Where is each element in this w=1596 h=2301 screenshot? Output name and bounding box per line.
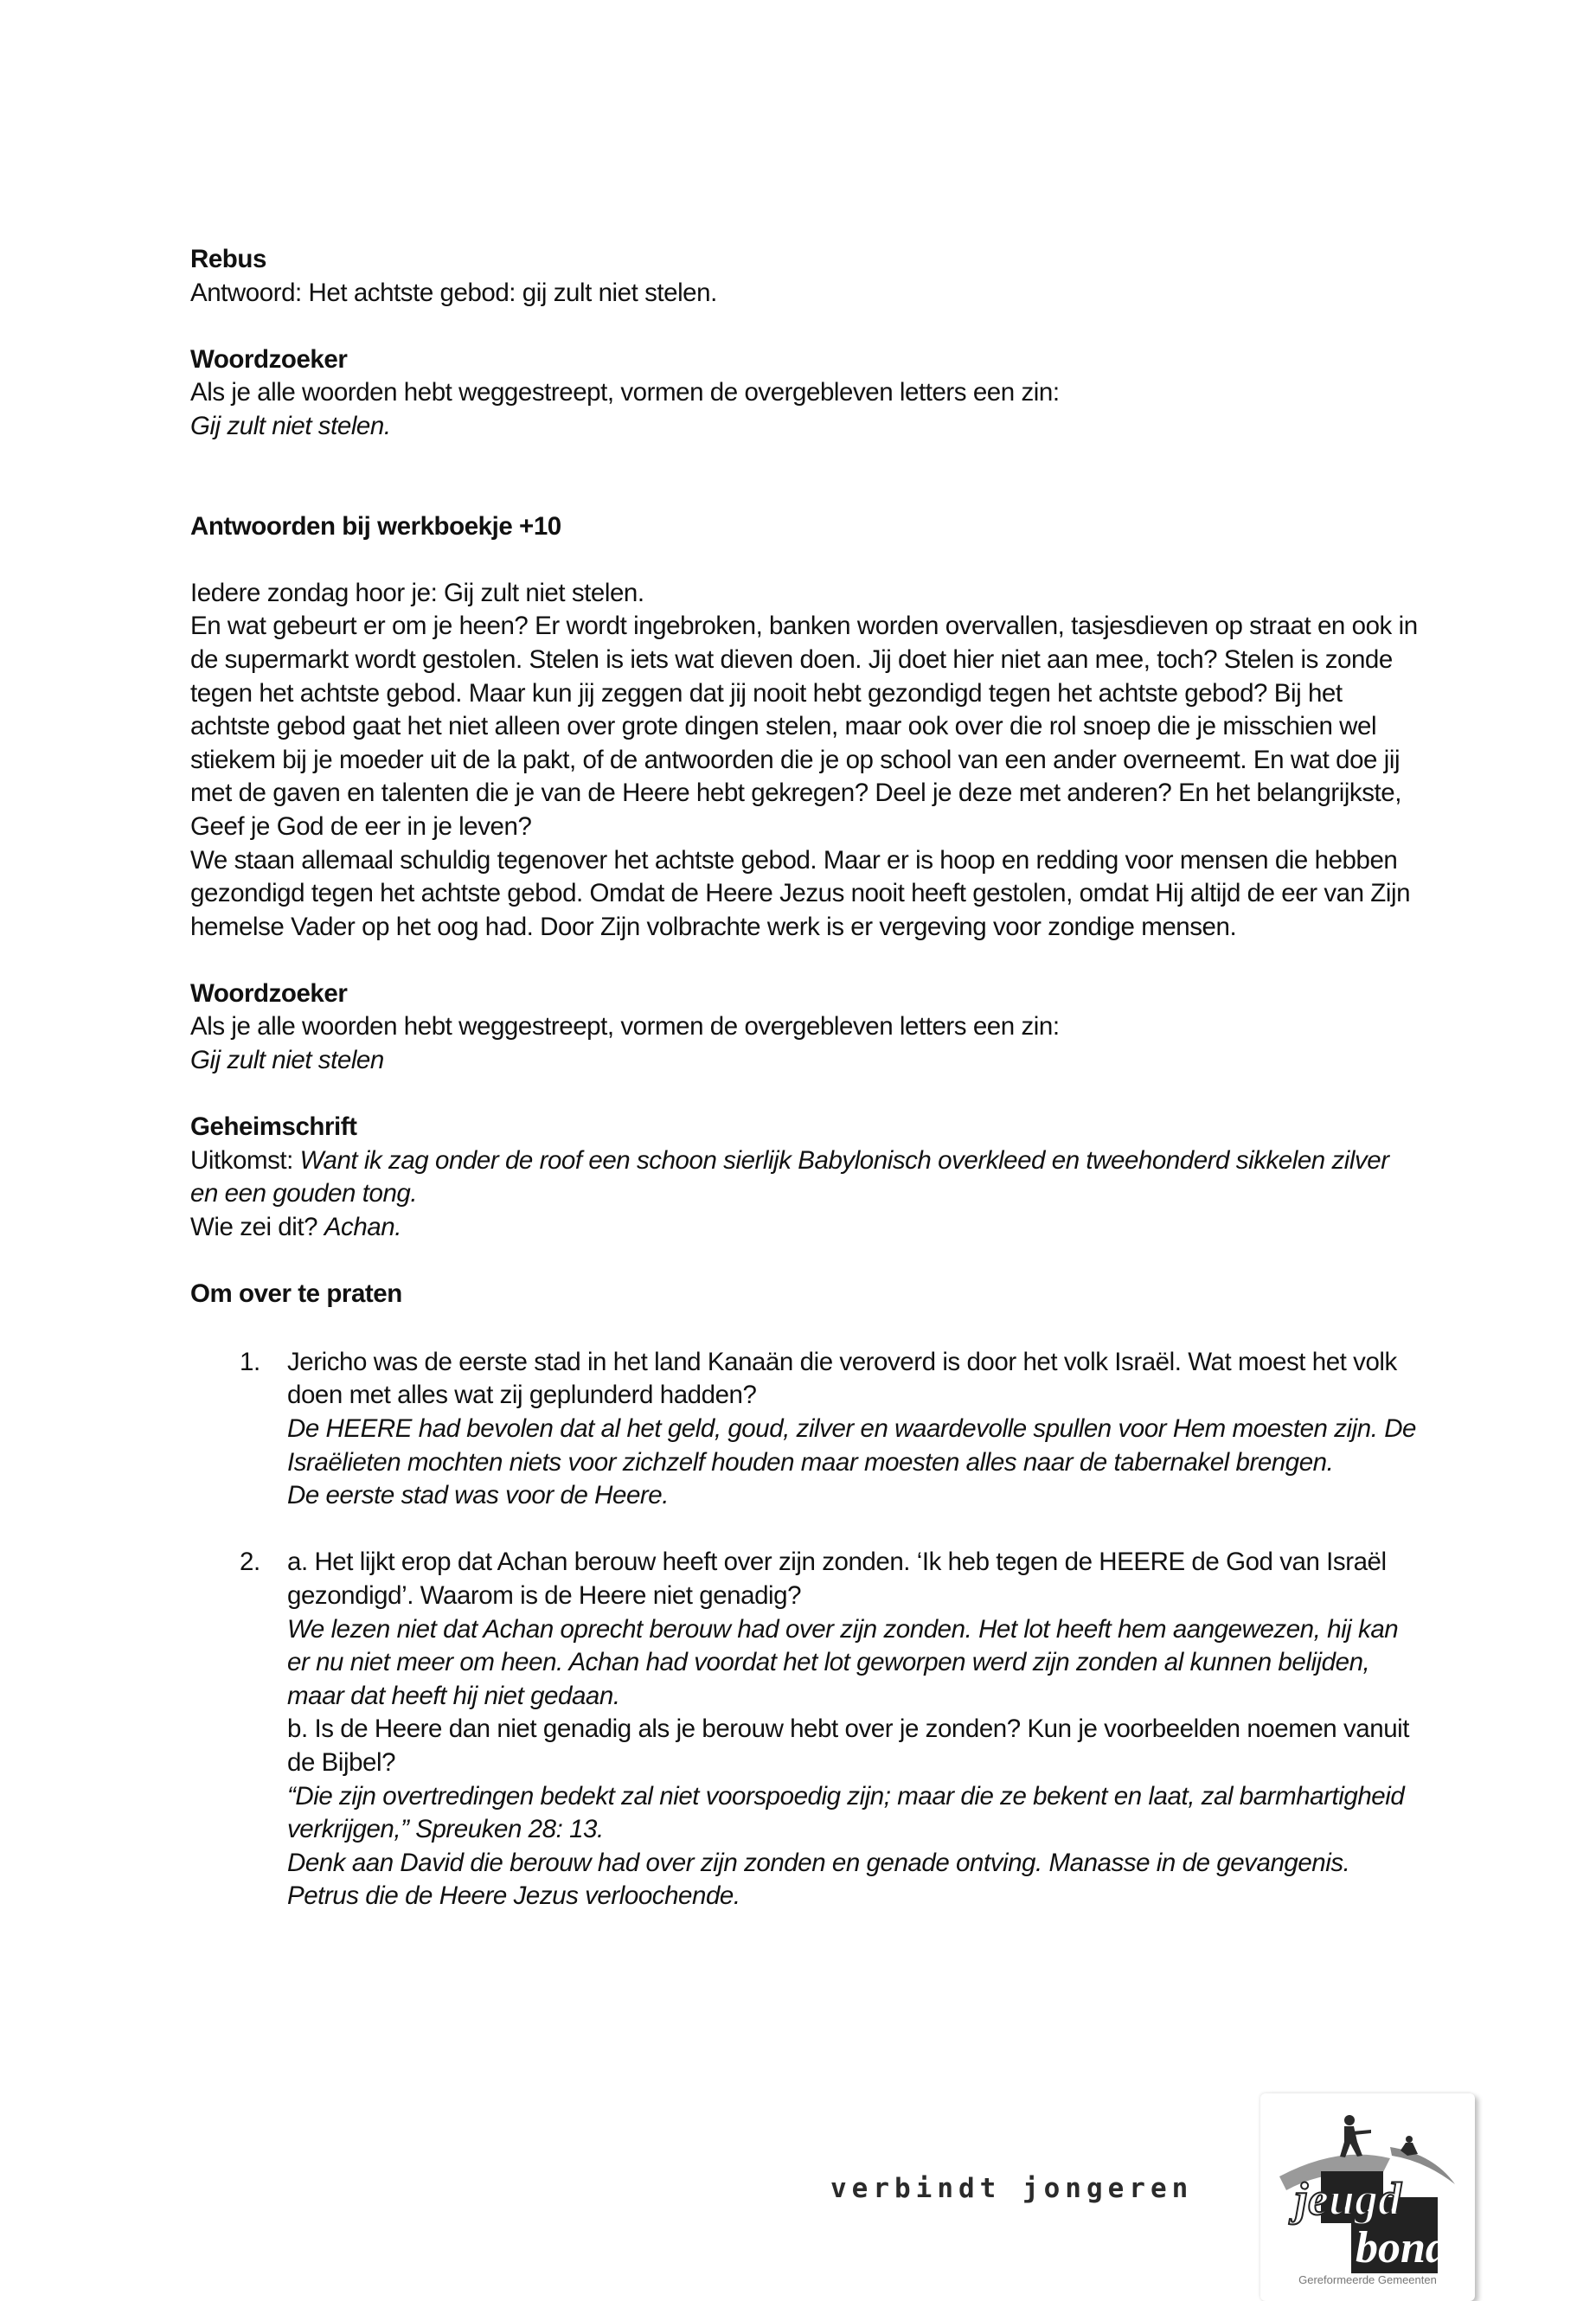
- item-question: Jericho was de eerste stad in het land Kanaän die veroverd is door het volk Israël. Wat moest het volk doen met alles wat zij geplunderd hadden?: [287, 1347, 1397, 1410]
- woordzoeker-solution: Gij zult niet stelen: [190, 1046, 384, 1075]
- woordzoeker-section-1: [190, 343, 1419, 444]
- woordzoeker-solution: Gij zult niet stelen.: [190, 411, 391, 440]
- woordzoeker-heading: Woordzoeker: [190, 344, 348, 374]
- rebus-heading: Rebus: [190, 245, 266, 273]
- geheimschrift-heading: Geheimschrift: [190, 1112, 357, 1142]
- discussion-item-2: [190, 1546, 1419, 1913]
- list-spacer: [190, 1513, 1419, 1547]
- logo-word-jeugd: jeugd: [1295, 2173, 1402, 2225]
- item-answer-b-quote: “Die zijn overtredingen bedekt zal niet voorspoedig zijn; maar die ze bekent en laat, zal barmhartigheid verkrijgen,” Spreuken 28: 13.: [287, 1781, 1405, 1844]
- item-answer-b-examples: Denk aan David die berouw had over zijn zonden en genade ontving. Manasse in de gevangenis. Petrus die de Heere Jezus verloochende.: [287, 1848, 1350, 1911]
- werkboekje-paragraph-1: En wat gebeurt er om je heen? Er wordt ingebroken, banken worden overvallen, tasjesdieven op straat en ook in de supermarkt wordt gestolen. Stelen is iets wat dieven doen. Jij doet hier niet aan mee, toch? Stelen is zonde tegen het achtste gebod. Maar kun jij zeggen dat jij nooit hebt gezondigd tegen het achtste gebod? Bij het achtste gebod gaat het niet alleen over grote dingen stelen, maar ook over die rol snoep die je misschien wel stiekem bij je moeder uit de la pakt, of de antwoorden die je op school van een ander overneemt. En wat doe jij met de gaven en talenten die je van de Heere hebt gekregen? Deel je deze met anderen? En het belangrijkste,: [190, 612, 1418, 808]
- discussion-section: [190, 1278, 1419, 1913]
- werkboekje-intro: Iedere zondag hoor je: Gij zult niet stelen.: [190, 578, 644, 607]
- geheimschrift-question: [190, 1211, 1419, 1245]
- item-question-b: b. Is de Heere dan niet genadig als je berouw hebt over je zonden? Kun je voorbeelden noemen vanuit de Bijbel?: [287, 1715, 1409, 1777]
- woordzoeker-section-2: [190, 977, 1419, 1078]
- discussion-heading: Om over te praten: [190, 1279, 402, 1309]
- rebus-section: [190, 243, 1419, 310]
- werkboekje-heading: Antwoorden bij werkboekje +10: [190, 511, 561, 541]
- result-text: Want ik zag onder de roof een schoon sierlijk Babylonisch overkleed en tweehonderd sikkelen zilver en een gouden tong.: [190, 1145, 1389, 1208]
- geheimschrift-section: [190, 1111, 1419, 1244]
- woordzoeker-heading: Woordzoeker: [190, 978, 348, 1008]
- werkboekje-paragraph-2: We staan allemaal schuldig tegenover het achtste gebod. Maar er is hoop en redding voor mensen die hebben gezondigd tegen het achtste gebod. Omdat de Heere Jezus nooit heeft gestolen, omdat Hij altijd de eer van Zijn hemelse Vader op het oog had. Door Zijn volbrachte werk is er vergeving voor zondige mensen.: [190, 845, 1411, 941]
- item-answer-a: We lezen niet dat Achan oprecht berouw had over zijn zonden. Het lot heeft hem aangewezen, hij kan er nu niet meer om heen. Achan had voordat het lot geworpen werd zijn zonden al kunnen belijden, maar dat heeft hij niet gedaan.: [287, 1614, 1399, 1710]
- logo-word-bond: bond: [1356, 2223, 1448, 2272]
- footer-tagline: verbindt jongeren: [830, 2173, 1194, 2204]
- logo-graphic-icon: [1260, 2093, 1475, 2301]
- woordzoeker-instruction: Als je alle woorden hebt weggestreept, vormen de overgebleven letters een zin:: [190, 1012, 1060, 1042]
- werkboekje-section: [190, 510, 1419, 945]
- document-page: [190, 243, 1419, 1913]
- rebus-answer: Antwoord: Het achtste gebod: gij zult niet stelen.: [190, 278, 717, 307]
- item-number: 1.: [240, 1347, 260, 1376]
- discussion-list: [190, 1346, 1419, 1913]
- item-question-a: a. Het lijkt erop dat Achan berouw heeft over zijn zonden. ‘Ik heb tegen de HEERE de God van Israël gezondigd’. Waarom is de Heere niet genadig?: [287, 1548, 1387, 1610]
- question-answer: Achan.: [324, 1213, 401, 1242]
- item-answer: De HEERE had bevolen dat al het geld, goud, zilver en waardevolle spullen voor Hem moesten zijn. De Israëlieten mochten niets voor zichzelf houden maar moesten alles naar de tabernakel brengen.: [287, 1414, 1417, 1477]
- jeugdbond-logo: [1260, 2093, 1475, 2301]
- question-label: Wie zei dit?: [190, 1213, 324, 1242]
- logo-subtitle: Gereformeerde Gemeenten: [1298, 2273, 1437, 2286]
- geheimschrift-result: [190, 1144, 1419, 1211]
- item-number: 2.: [240, 1548, 260, 1577]
- logo-figures: [1340, 2115, 1418, 2157]
- werkboekje-paragraph-1-end: Geef je God de eer in je leven?: [190, 811, 532, 841]
- result-label: Uitkomst:: [190, 1145, 300, 1175]
- item-answer-2: De eerste stad was voor de Heere.: [287, 1481, 669, 1510]
- discussion-item-1: [190, 1346, 1419, 1513]
- woordzoeker-instruction: Als je alle woorden hebt weggestreept, vormen de overgebleven letters een zin:: [190, 378, 1060, 407]
